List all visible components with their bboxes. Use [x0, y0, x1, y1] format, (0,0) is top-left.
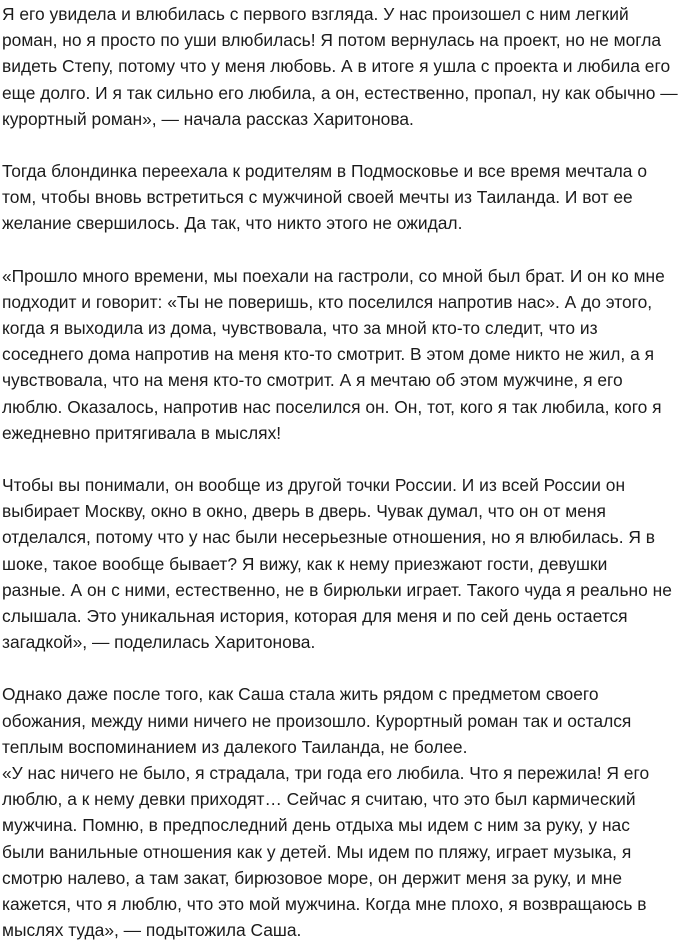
text-line: выбирает Москву, окно в окно, дверь в дверь. Чувак думал, что он от меня [2, 501, 606, 522]
text-line: кажется, что я люблю, что это мой мужчина. Когда мне плохо, я возвращаюсь в [2, 894, 647, 915]
text-line: загадкой», — поделилась Харитонова. [2, 632, 316, 653]
text-line: отделался, потому что у нас были несерьезные отношения, но я влюбилась. Я в [2, 527, 656, 548]
text-line: видеть Степу, потому что у меня любовь. А в итоге я ушла с проекта и любила его [2, 56, 671, 77]
paragraph-5 [2, 681, 687, 760]
text-line: Чтобы вы понимали, он вообще из другой точки России. И из всей России он [2, 475, 626, 496]
text-line: роман, но я просто по уши влюбилась! Я потом вернулась на проект, но не могла [2, 30, 662, 51]
text-line: желание свершилось. Да так, что никто этого не ожидал. [2, 213, 463, 234]
text-line: люблю. Оказалось, напротив нас поселился он. Он, тот, кого я так любила, кого я [2, 396, 662, 417]
paragraph-2 [2, 158, 687, 237]
text-line: обожания, между ними ничего не произошло. Курортный роман так и остался [2, 710, 632, 731]
text-line: были ванильные отношения как у детей. Мы идем по пляжу, играет музыка, я [2, 841, 632, 862]
paragraph-3 [2, 263, 687, 446]
text-line: теплым воспоминанием из далекого Таиланда, не более. [2, 736, 468, 757]
text-line: шоке, такое вообще бывает? Я вижу, как к нему приезжают гости, девушки [2, 553, 608, 574]
text-line: «Прошло много времени, мы поехали на гастроли, со мной был брат. И он ко мне [2, 265, 665, 286]
text-line: том, чтобы вновь встретиться с мужчиной своей мечты из Таиланда. И вот ее [2, 187, 633, 208]
paragraph-4 [2, 472, 687, 655]
paragraph-6 [2, 760, 687, 943]
text-line: мужчина. Помню, в предпоследний день отдыха мы идем с ним за руку, у нас [2, 815, 630, 836]
text-line: Тогда блондинка переехала к родителям в Подмосковье и все время мечтала о [2, 161, 647, 182]
text-line: мыслях туда», — подытожила Саша. [2, 920, 302, 941]
text-line: слышала. Это уникальная история, которая для меня и по сей день остается [2, 606, 628, 627]
text-line: Я его увидела и влюбилась с первого взгляда. У нас произошел с ним легкий [2, 4, 629, 24]
text-line: подходит и говорит: «Ты не поверишь, кто поселился напротив нас». А до этого, [2, 291, 653, 312]
text-line: соседнего дома напротив на меня кто-то смотрит. В этом доме никто не жил, а я [2, 344, 655, 365]
text-line: еще долго. И я так сильно его любила, а он, естественно, пропал, ну как обычно — [2, 82, 678, 103]
text-line: курортный роман», — начала рассказ Харитонова. [2, 108, 414, 129]
text-line: разные. А он с ними, естественно, не в бирюльки играет. Такого чуда я реально не [2, 579, 672, 600]
text-line: люблю, а к нему девки приходят… Сейчас я считаю, что это был кармический [2, 789, 636, 810]
text-line: Однако даже после того, как Саша стала жить рядом с предметом своего [2, 684, 599, 705]
text-line: ежедневно притягивала в мыслях! [2, 422, 282, 443]
text-line: когда я выходила из дома, чувствовала, что за мной кто-то следит, что из [2, 318, 598, 339]
text-line: смотрю налево, а там закат, бирюзовое море, он держит меня за руку, и мне [2, 867, 623, 888]
paragraph-1 [2, 1, 687, 132]
text-line: чувствовала, что на меня кто-то смотрит. А я мечтаю об этом мужчине, я его [2, 370, 623, 391]
text-line: «У нас ничего не было, я страдала, три года его любила. Что я пережила! Я его [2, 763, 650, 784]
